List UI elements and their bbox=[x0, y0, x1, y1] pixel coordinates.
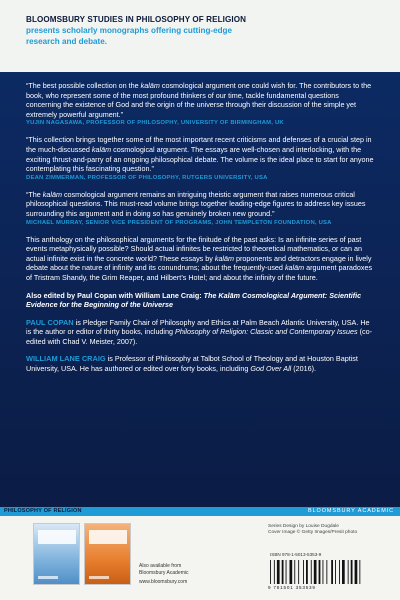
also-available-line-1: Also available from bbox=[139, 563, 182, 569]
publisher-label: BLOOMSBURY ACADEMIC bbox=[308, 508, 394, 514]
related-book-cover-1 bbox=[33, 523, 80, 585]
back-cover-footer bbox=[0, 516, 400, 600]
back-cover-text bbox=[0, 72, 400, 507]
also-available-line-2: Bloomsbury Academic bbox=[139, 569, 189, 576]
series-tagline-line-2: research and debate. bbox=[26, 37, 107, 46]
bio-1-text-b: (co-edited with Chad V. Meister, 2007). bbox=[26, 327, 372, 346]
description-em-2: kalām bbox=[284, 263, 305, 273]
credit-design: Series Design by Louise Dugdale bbox=[268, 524, 339, 529]
quote-3-em: kalām bbox=[42, 189, 62, 199]
bio-2-text-b: (2016). bbox=[291, 364, 317, 374]
isbn-text: ISBN 978-1-5013-5353-9 bbox=[270, 552, 322, 557]
bio-paul-copan bbox=[26, 318, 374, 347]
quote-2-text-a: “This collection brings together some of the most important recent criticisms and defenses of a crucial step in the much-discussed bbox=[26, 135, 372, 154]
category-label: PHILOSOPHY OF RELIGION bbox=[4, 508, 82, 514]
category-strip bbox=[0, 507, 400, 516]
publisher-website: www.bloomsbury.com bbox=[139, 578, 188, 585]
quote-1-text-b: cosmological argument one could bbox=[159, 81, 269, 90]
quote-3-attribution: MICHAEL MURRAY, SENIOR VICE PRESIDENT OF PROGRAMS, JOHN TEMPLETON FOUNDATION, USA bbox=[26, 219, 332, 226]
bio-1-name: PAUL COPAN bbox=[26, 317, 74, 327]
bio-2-name: WILLIAM LANE CRAIG bbox=[26, 354, 106, 364]
description-em-1: kalām bbox=[214, 253, 235, 263]
related-book-cover-2 bbox=[84, 523, 131, 585]
quote-1-em: kalām bbox=[140, 81, 160, 90]
quote-1 bbox=[26, 81, 374, 119]
also-available-note bbox=[139, 563, 188, 585]
series-tagline-line-1: presents scholarly monographs offering cutting-edge bbox=[26, 26, 232, 35]
quote-3 bbox=[26, 190, 374, 219]
quote-2 bbox=[26, 135, 374, 173]
description-text-c: argument paradoxes of Tristram Shandy, the Grim Reaper, and Hilbert’s Hotel; and about the infinity of the future. bbox=[26, 263, 373, 282]
also-edited-note bbox=[26, 291, 374, 310]
bio-1-text-a: is Pledger Family Chair of Philosophy and Ethics at Palm Beach Atlantic University, USA. He is the author or editor of thirty books, including bbox=[26, 317, 370, 337]
description-text-a: This anthology on the philosophical arguments for the finitude of the past asks: Is an infinite series of past events metaphysically possible? Should actual infinites be restricted to theoretical mathematics, or can an actual infinite exist in the concrete world? These essays by bbox=[26, 234, 362, 263]
quote-3-text-b: cosmological argument remains an intriguing theistic argument that raises numerous critical philosophical questions. This must-read volume brings together leading-edge figures to address key issues surrounding this argument and in doing so has genuinely broken new ground.” bbox=[26, 189, 366, 218]
quote-3-text-a: “The bbox=[26, 189, 43, 199]
quote-1-text-a: “The best possible collection on the bbox=[26, 81, 141, 90]
quote-2-em: kalām bbox=[91, 144, 112, 154]
bio-2-text-a: is Professor of Philosophy at Talbot School of Theology and at Houston Baptist University, USA. He has authored or edited over forty books, including bbox=[26, 354, 358, 374]
also-edited-title: The Kalām Cosmological Argument: Scientific Evidence for the Beginning of the Universe bbox=[26, 290, 362, 310]
series-title: BLOOMSBURY STUDIES IN PHILOSOPHY OF RELIGION bbox=[26, 15, 247, 24]
barcode-number: 9 781501 353539 bbox=[268, 585, 316, 590]
quote-1-attribution: YUJIN NAGASAWA, PROFESSOR OF PHILOSOPHY, UNIVERSITY OF BIRMINGHAM, UK bbox=[26, 120, 284, 127]
credit-image: Cover Image © Getty Images/Presit photo bbox=[268, 530, 358, 536]
also-edited-text: Also edited by Paul Copan with William Lane Craig: bbox=[26, 290, 204, 300]
barcode bbox=[268, 560, 376, 584]
bio-william-lane-craig bbox=[26, 354, 374, 373]
description-text-b: proponents and detractors engage in lively debate about the nature of infinity and its conundrums; about the frequently-used bbox=[26, 253, 372, 273]
cover-credits bbox=[268, 524, 378, 537]
bio-2-book: God Over All bbox=[250, 364, 292, 374]
book-description bbox=[26, 235, 374, 283]
quote-1-text-c: wish for. The contributors to the book, who represent some of the most profound thinkers of our time, tackle fundamental questions concerning the existence of God and the origin of the universe through their discussion of the simple yet extremely powerful argument.” bbox=[26, 81, 372, 119]
quote-2-attribution: DEAN ZIMMERMAN, PROFESSOR OF PHILOSOPHY, RUTGERS UNIVERSITY, USA bbox=[26, 174, 268, 181]
bio-1-book: Philosophy of Religion: Classic and Contemporary Issues bbox=[175, 327, 358, 337]
series-header bbox=[0, 0, 400, 72]
quote-2-text-b: cosmological argument. The essays are well-chosen and interlocking, with the exciting thrust-and-parry of an ongoing philosophical debate. The volume is the ideal place to start for anyone contemplating this fascinating question.” bbox=[26, 144, 374, 174]
